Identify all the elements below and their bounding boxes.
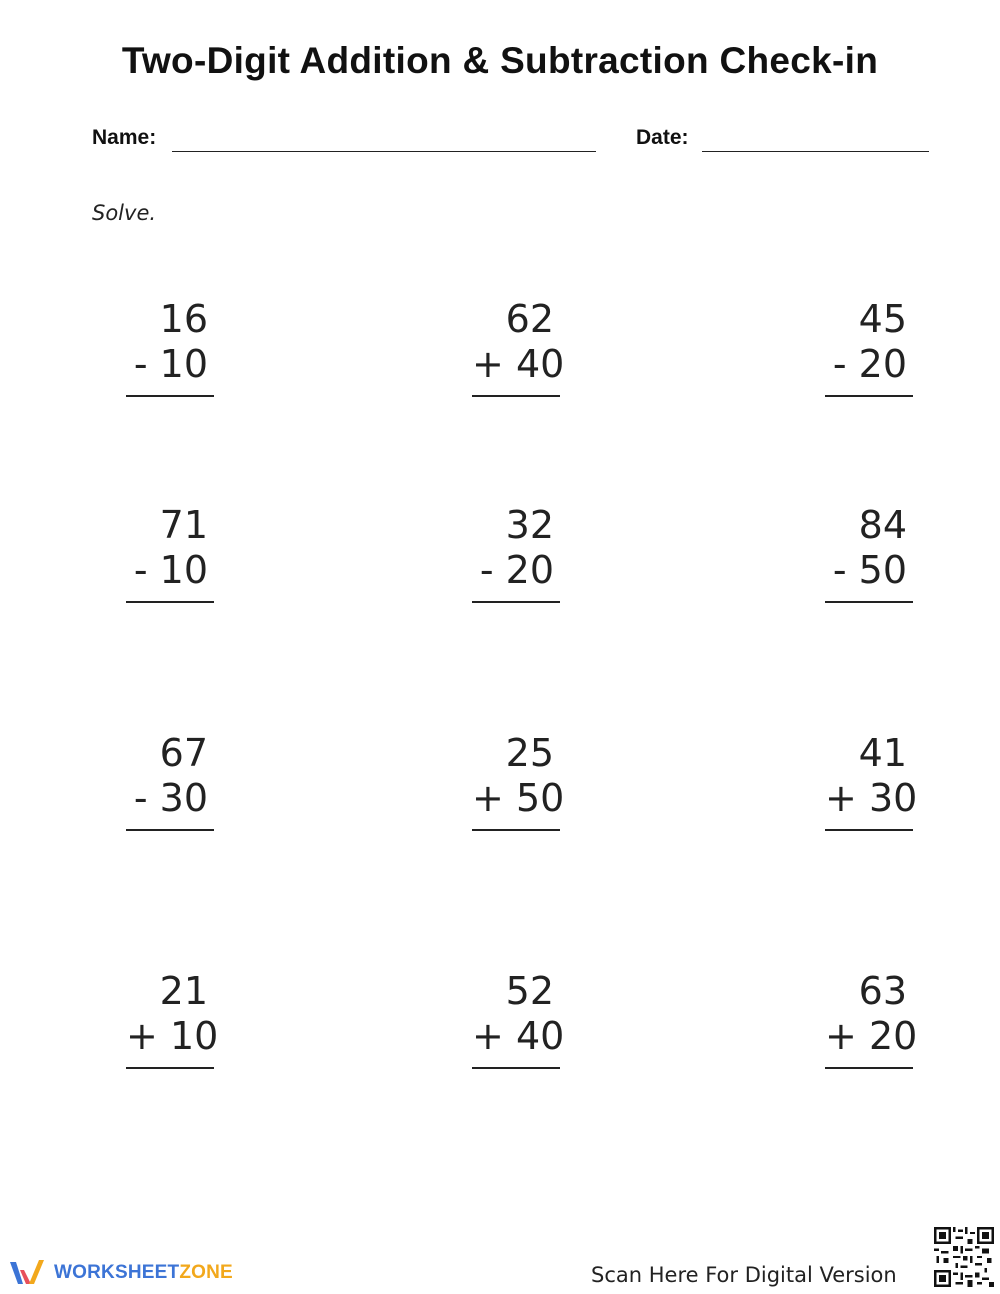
problem-bottom-row <box>825 548 913 593</box>
operator-sign: + <box>126 1014 158 1058</box>
problem-bottom-row <box>126 548 214 593</box>
problem-top-number: 45 <box>858 297 907 341</box>
problem-bottom-number: 10 <box>159 548 208 592</box>
problem-6 <box>825 503 913 593</box>
operator-sign: - <box>133 342 148 386</box>
problem-1 <box>126 297 214 387</box>
problem-top-number: 63 <box>858 969 907 1013</box>
answer-line[interactable] <box>825 601 913 603</box>
operator-sign: + <box>472 776 504 820</box>
problem-2 <box>472 297 565 387</box>
problem-8 <box>472 731 565 821</box>
problem-bottom-number: 40 <box>515 1014 565 1058</box>
operator-sign: + <box>825 776 857 820</box>
logo-word-worksheet: WORKSHEET <box>54 1262 180 1283</box>
qr-code-icon[interactable] <box>934 1227 994 1287</box>
problem-bottom-number: 20 <box>868 1014 918 1058</box>
answer-line[interactable] <box>126 1067 214 1069</box>
operator-sign: + <box>825 1014 857 1058</box>
problem-bottom-row <box>126 1014 219 1059</box>
logo-text <box>54 1262 233 1284</box>
problem-bottom-number: 20 <box>505 548 554 592</box>
problem-bottom-row <box>126 776 214 821</box>
problem-top-number: 32 <box>505 503 554 547</box>
problem-top-number: 62 <box>505 297 554 341</box>
problem-bottom-number: 30 <box>868 776 918 820</box>
problem-3 <box>825 297 913 387</box>
operator-sign: - <box>133 548 148 592</box>
operator-sign: + <box>472 1014 504 1058</box>
operator-sign: - <box>133 776 148 820</box>
problem-bottom-number: 10 <box>159 342 208 386</box>
answer-line[interactable] <box>472 395 560 397</box>
problem-4 <box>126 503 214 593</box>
problem-10 <box>126 969 219 1059</box>
scan-caption: Scan Here For Digital Version <box>591 1263 897 1287</box>
answer-line[interactable] <box>472 601 560 603</box>
operator-sign: - <box>832 548 847 592</box>
answer-line[interactable] <box>825 1067 913 1069</box>
problem-top-number: 41 <box>858 731 907 775</box>
problem-bottom-row <box>825 776 918 821</box>
problem-bottom-number: 20 <box>858 342 907 386</box>
answer-line[interactable] <box>472 829 560 831</box>
answer-line[interactable] <box>472 1067 560 1069</box>
problem-bottom-number: 30 <box>159 776 208 820</box>
problem-top-number: 16 <box>159 297 208 341</box>
problem-5 <box>472 503 560 593</box>
page-title: Two-Digit Addition & Subtraction Check-in <box>121 40 879 81</box>
problem-bottom-number: 50 <box>858 548 907 592</box>
answer-line[interactable] <box>126 601 214 603</box>
instructions: Solve. <box>92 201 157 225</box>
problem-bottom-number: 50 <box>515 776 565 820</box>
problem-bottom-number: 10 <box>169 1014 219 1058</box>
problem-top-number: 52 <box>505 969 554 1013</box>
problem-top-number: 25 <box>505 731 554 775</box>
problem-bottom-row <box>825 1014 918 1059</box>
name-field[interactable] <box>172 151 596 152</box>
problem-9 <box>825 731 918 821</box>
answer-line[interactable] <box>126 395 214 397</box>
problem-12 <box>825 969 918 1059</box>
problem-11 <box>472 969 565 1059</box>
problem-bottom-row <box>472 548 560 593</box>
problem-bottom-row <box>472 1014 565 1059</box>
worksheetzone-logo-icon <box>8 1258 48 1288</box>
problem-top-number: 67 <box>159 731 208 775</box>
problem-top-number: 71 <box>159 503 208 547</box>
answer-line[interactable] <box>126 829 214 831</box>
operator-sign: - <box>479 548 494 592</box>
problem-bottom-row <box>472 776 565 821</box>
name-label: Name: <box>92 126 157 149</box>
answer-line[interactable] <box>825 829 913 831</box>
worksheetzone-logo <box>8 1258 233 1288</box>
date-label: Date: <box>636 126 689 149</box>
operator-sign: - <box>832 342 847 386</box>
problem-bottom-number: 40 <box>515 342 565 386</box>
problem-bottom-row <box>472 342 565 387</box>
problem-7 <box>126 731 214 821</box>
logo-word-zone: ZONE <box>179 1262 233 1283</box>
date-field[interactable] <box>702 151 929 152</box>
problem-bottom-row <box>825 342 913 387</box>
problem-bottom-row <box>126 342 214 387</box>
answer-line[interactable] <box>825 395 913 397</box>
problem-top-number: 84 <box>858 503 907 547</box>
problem-top-number: 21 <box>159 969 208 1013</box>
operator-sign: + <box>472 342 504 386</box>
